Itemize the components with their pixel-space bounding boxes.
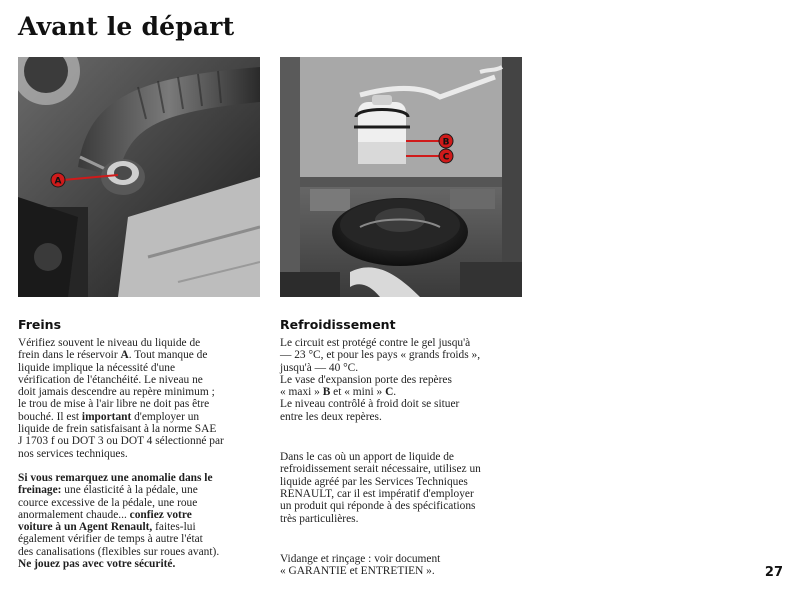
- page-title: Avant le départ: [18, 12, 235, 41]
- refroidissement-heading: Refroidissement: [280, 317, 396, 332]
- text-line: cource excessive de la pédale, une roue: [18, 496, 198, 509]
- text-line: bouché. Il est important d'employer un: [18, 410, 200, 423]
- text-line: très particulières.: [280, 512, 359, 525]
- freins-text: [18, 337, 258, 570]
- text-line: — 23 °C, et pour les pays « grands froids »,: [280, 349, 481, 362]
- text-line: Le niveau contrôlé à froid doit se situer: [280, 398, 460, 411]
- text-line: Ne jouez pas avec votre sécurité.: [18, 558, 176, 571]
- text-line: également vérifier de temps à autre l'état: [18, 533, 203, 546]
- reference-b: B: [322, 386, 331, 399]
- text-line: Le circuit est protégé contre le gel jusqu'à: [280, 337, 471, 349]
- text-line: Vidange et rinçage : voir document: [280, 552, 441, 565]
- text-line: vérification de l'étanchéité. Le niveau ne: [18, 373, 203, 386]
- text-line: Le vase d'expansion porte des repères: [280, 373, 452, 386]
- text-line: Si vous remarquez une anomalie dans le: [18, 471, 213, 484]
- refroidissement-text: [280, 337, 530, 577]
- text-line: RENAULT, car il est impératif d'employer: [280, 487, 474, 500]
- brake-reservoir-illustration: [18, 57, 260, 297]
- text-line: liquide de frein satisfaisant à la norme SAE: [18, 423, 217, 436]
- text-line: frein dans le réservoir A. Tout manque de: [18, 349, 208, 362]
- page-number: 27: [764, 565, 783, 580]
- marker-b-label: B: [442, 137, 450, 148]
- text-line: un produit qui réponde à des spécifications: [280, 500, 476, 513]
- marker-c-label: C: [442, 152, 450, 163]
- reference-a: A: [120, 349, 129, 362]
- text-line: anormalement chaude... confiez votre: [18, 508, 192, 521]
- brake-reservoir-photo: [18, 57, 260, 297]
- text-line: J 1703 f ou DOT 3 ou DOT 4 sélectionné par: [18, 435, 224, 448]
- text-line: refroidissement serait nécessaire, utilisez un: [280, 463, 481, 476]
- text-line: voiture à un Agent Renault, faites-lui: [18, 521, 196, 534]
- text-line: entre les deux repères.: [280, 410, 382, 423]
- text-line: nos services techniques.: [18, 447, 128, 460]
- text-line: « maxi » B et « mini » C.: [280, 386, 397, 399]
- text-line: Dans le cas où un apport de liquide de: [280, 451, 454, 464]
- marker-a-label: A: [54, 176, 62, 187]
- text-line: freinage: une élasticité à la pédale, une: [18, 484, 198, 497]
- freins-heading: Freins: [18, 317, 62, 332]
- text-line: des canalisations (flexibles sur roues avant).: [18, 545, 220, 558]
- emphasis-important: important: [81, 410, 132, 423]
- reference-c: C: [385, 386, 394, 399]
- text-line: doit jamais descendre au repère minimum ;: [18, 386, 215, 399]
- text-line: le trou de mise à l'air libre ne doit pas être: [18, 398, 210, 411]
- text-line: jusqu'à — 40 °C.: [280, 361, 359, 374]
- text-line: Vérifiez souvent le niveau du liquide de: [18, 337, 201, 349]
- text-line: « GARANTIE et ENTRETIEN ».: [280, 565, 435, 578]
- coolant-tank-illustration: [280, 57, 522, 297]
- text-line: liquide agréé par les Services Techniques: [280, 475, 468, 488]
- text-line: liquide implique la nécessité d'une: [18, 361, 176, 374]
- coolant-tank-photo: [280, 57, 522, 297]
